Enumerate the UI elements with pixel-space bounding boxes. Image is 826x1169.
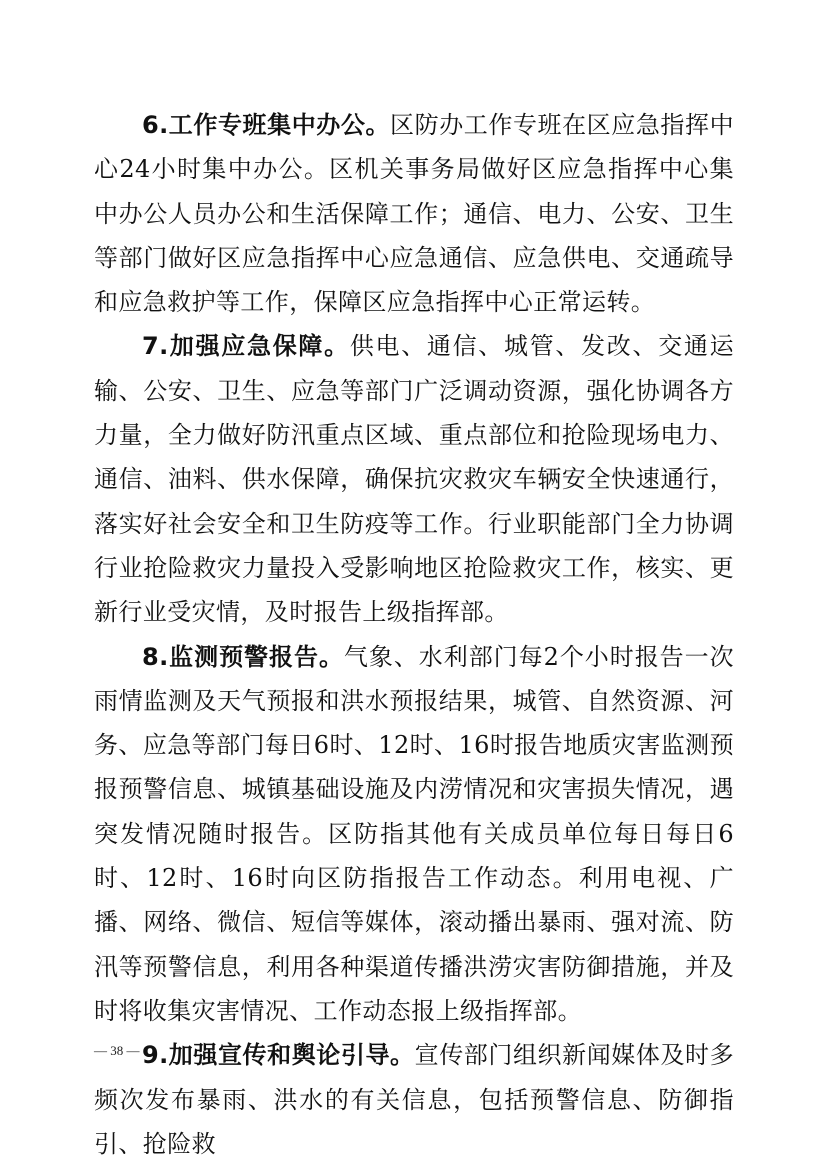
section-8 — [94, 635, 734, 1034]
section-9 — [94, 1033, 734, 1166]
document-page — [94, 103, 734, 1166]
section-8-body: 气象、水利部门每2个小时报告一次雨情监测及天气预报和洪水预报结果，城管、自然资源、河务、应急等部门每日6时、12时、16时报告地质灾害监测预报预警信息、城镇基础设施及内涝情况和灾害损失情况，遇突发情况随时报告。区防指其他有关成员单位每日每日6时、12时、16时向区防指报告工作动态。利用电视、广播、网络、微信、短信等媒体，滚动播出暴雨、强对流、防汛等预警信息，利用各种渠道传播洪涝灾害防御措施，并及时将收集灾害情况、工作动态报上级指挥部。 — [94, 642, 734, 1025]
section-7-heading: 7.加强应急保障。 — [142, 332, 350, 361]
section-6-heading: 6.工作专班集中办公。 — [142, 111, 391, 139]
section-6-body: 区防办工作专班在区应急指挥中心24小时集中办公。区机关事务局做好区应急指挥中心集中办公人员办公和生活保障工作；通信、电力、公安、卫生等部门做好区应急指挥中心应急通信、应急供电、交通疏导和应急救护等工作，保障区应急指挥中心正常运转。 — [94, 111, 734, 317]
section-9-body: 宣传部门组织新闻媒体及时多频次发布暴雨、洪水的有关信息，包括预警信息、防御指引、抢险救 — [94, 1041, 735, 1158]
page-number: — 38 — — [94, 1043, 140, 1058]
section-9-heading: 9.加强宣传和舆论引导。 — [142, 1041, 415, 1070]
section-6 — [94, 103, 734, 324]
section-7-body: 供电、通信、城管、发改、交通运输、公安、卫生、应急等部门广泛调动资源，强化协调各方力量，全力做好防汛重点区域、重点部位和抢险现场电力、通信、油料、供水保障，确保抗灾救灾车辆安全快速通行，落实好社会安全和卫生防疫等工作。行业职能部门全力协调行业抢险救灾力量投入受影响地区抢险救灾工作，核实、更新行业受灾情，及时报告上级指挥部。 — [94, 332, 734, 627]
section-8-heading: 8.监测预警报告。 — [142, 642, 344, 671]
section-7 — [94, 324, 734, 634]
